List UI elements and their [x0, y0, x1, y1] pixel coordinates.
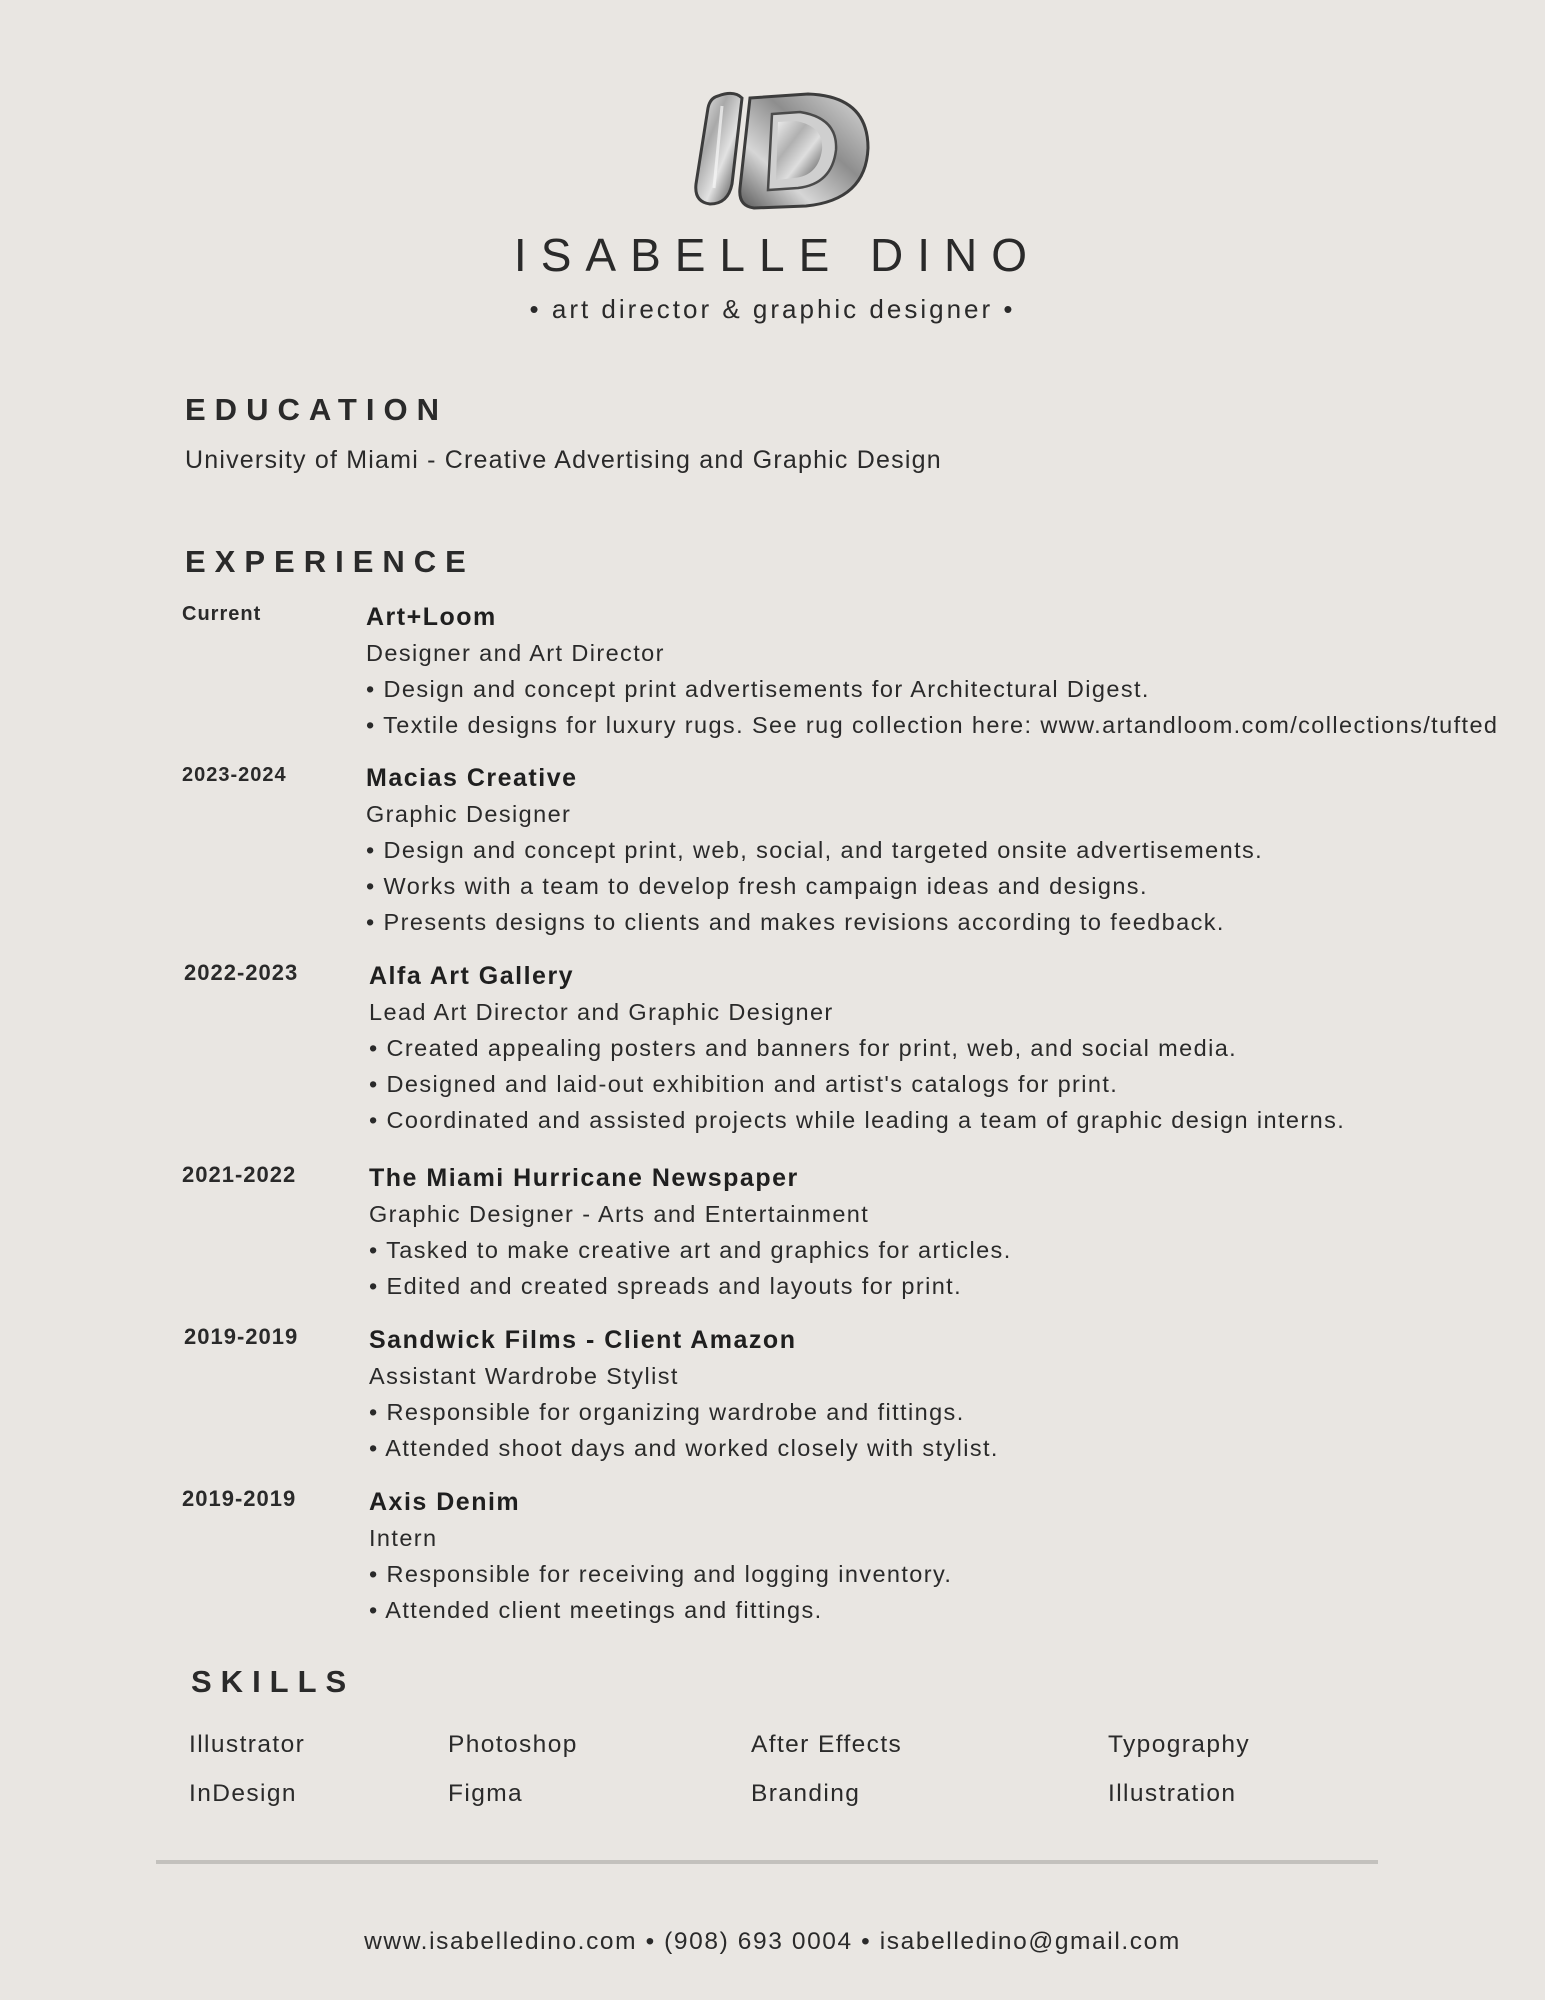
job-bullet: • Presents designs to clients and makes revisions according to feedback.	[366, 909, 1225, 935]
job-bullet: • Tasked to make creative art and graphics for articles.	[369, 1237, 1012, 1263]
job-company: Axis Denim	[369, 1488, 521, 1516]
job-bullet: • Responsible for organizing wardrobe and fittings.	[369, 1399, 965, 1425]
skill-item: InDesign	[189, 1780, 297, 1807]
job-bullet: • Design and concept print, web, social, and targeted onsite advertisements.	[366, 837, 1264, 863]
job-date: 2021-2022	[182, 1162, 297, 1187]
skill-item: Illustration	[1108, 1780, 1237, 1807]
skill-item: Illustrator	[189, 1731, 306, 1758]
job-bullet: • Works with a team to develop fresh campaign ideas and designs.	[366, 873, 1148, 899]
job-date: 2022-2023	[184, 960, 299, 985]
education-heading: EDUCATION	[185, 392, 448, 427]
skills-heading: SKILLS	[191, 1664, 356, 1699]
job-company: Art+Loom	[366, 603, 497, 631]
skill-item: Figma	[448, 1780, 524, 1807]
job-bullet: • Textile designs for luxury rugs. See rug collection here: www.artandloom.com/collections/tufted	[366, 712, 1499, 738]
job-bullet: • Created appealing posters and banners for print, web, and social media.	[369, 1035, 1238, 1061]
job-role: Graphic Designer	[366, 801, 572, 827]
job-bullet: • Attended client meetings and fittings.	[369, 1597, 823, 1623]
job-role: Designer and Art Director	[366, 640, 665, 666]
job-date: Current	[182, 603, 262, 625]
job-bullet: • Attended shoot days and worked closely with stylist.	[369, 1435, 999, 1461]
job-role: Intern	[369, 1525, 438, 1551]
job-bullet: • Design and concept print advertisements for Architectural Digest.	[366, 676, 1150, 702]
job-date: 2023-2024	[182, 764, 287, 786]
job-role: Graphic Designer - Arts and Entertainment	[369, 1201, 870, 1227]
experience-heading: EXPERIENCE	[185, 544, 475, 579]
job-bullet: • Designed and laid-out exhibition and artist's catalogs for print.	[369, 1071, 1119, 1097]
job-bullet: • Responsible for receiving and logging inventory.	[369, 1561, 953, 1587]
education-entry: University of Miami - Creative Advertising and Graphic Design	[185, 446, 942, 474]
job-date: 2019-2019	[182, 1486, 297, 1511]
job-role: Lead Art Director and Graphic Designer	[369, 999, 834, 1025]
job-bullet: • Edited and created spreads and layouts for print.	[369, 1273, 963, 1299]
job-company: Sandwick Films - Client Amazon	[369, 1326, 797, 1354]
monogram-logo	[688, 88, 878, 213]
applicant-subtitle: • art director & graphic designer •	[529, 294, 1016, 324]
skill-item: Typography	[1108, 1731, 1251, 1758]
skill-item: Branding	[751, 1780, 861, 1807]
job-company: Macias Creative	[366, 764, 578, 792]
skill-item: After Effects	[751, 1731, 903, 1758]
job-date: 2019-2019	[184, 1324, 299, 1349]
skill-item: Photoshop	[448, 1731, 578, 1758]
job-bullet: • Coordinated and assisted projects while leading a team of graphic design interns.	[369, 1107, 1346, 1133]
job-company: Alfa Art Gallery	[369, 962, 575, 990]
footer-divider	[156, 1860, 1378, 1864]
job-company: The Miami Hurricane Newspaper	[369, 1164, 799, 1192]
contact-footer: www.isabelledino.com • (908) 693 0004 • isabelledino@gmail.com	[364, 1928, 1181, 1955]
applicant-name: ISABELLE DINO	[513, 229, 1042, 281]
job-role: Assistant Wardrobe Stylist	[369, 1363, 679, 1389]
